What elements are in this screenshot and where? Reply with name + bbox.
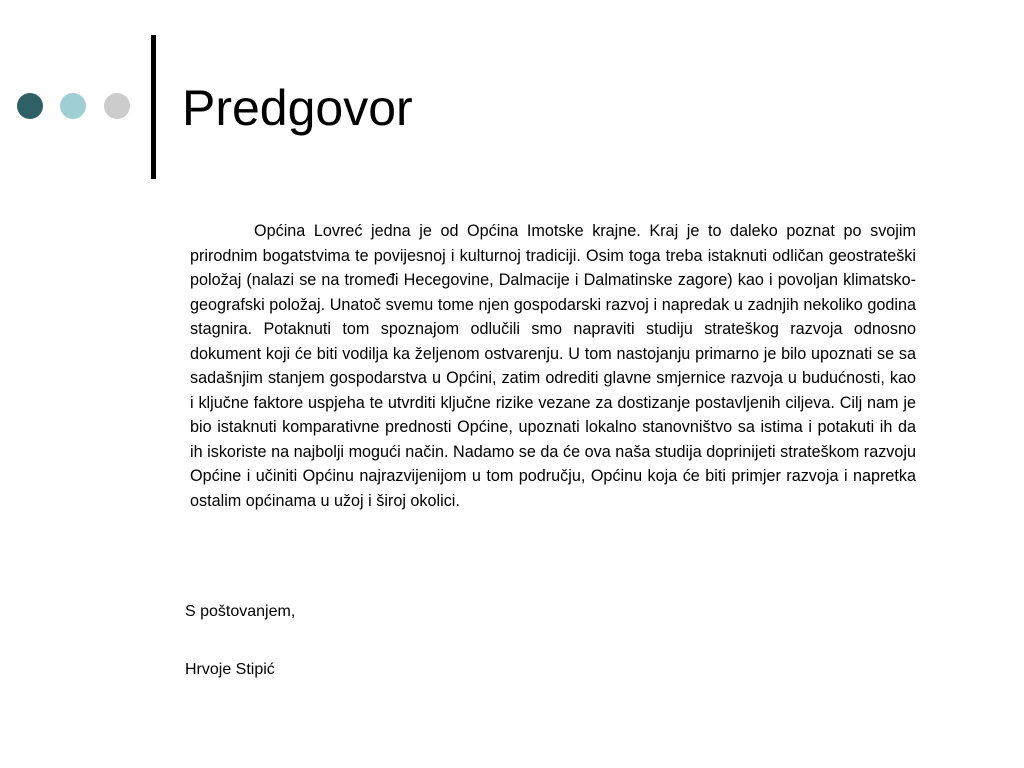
decorative-dot-gray — [104, 93, 130, 119]
title-divider — [151, 35, 156, 179]
decorative-dot-dark — [17, 93, 43, 119]
decorative-dot-light — [60, 93, 86, 119]
closing-salutation: S poštovanjem, — [185, 603, 296, 620]
slide-title: Predgovor — [182, 80, 413, 136]
author-signature: Hrvoje Stipić — [185, 661, 275, 678]
preface-paragraph: Općina Lovreć jedna je od Općina Imotske krajne. Kraj je to daleko poznat po svojim prirodnim bogatstvima te povijesnoj i kulturnoj tradiciji. Osim toga treba istaknuti odličan geostrateški položaj (nalazi se na tromeđi Hecegovine, Dalmacije i Dalmatinske zagore) kao i povoljan klimatsko-geografski položaj. Unatoč svemu tome njen gospodarski razvoj i napredak u zadnjih nekoliko godina stagnira. Potaknuti tom spoznajom odlučili smo napraviti studiju strateškog razvoja odnosno dokument koji će biti vodilja ka željenom ostvarenju. U tom nastojanju primarno je bilo upoznati se sa sadašnjim stanjem gospodarstva u Općini, zatim odrediti glavne smjernice razvoja u budućnosti, kao i ključne faktore uspjeha te utvrditi ključne rizike vezane za dostizanje postavljenih ciljeva. Cilj nam je bio istaknuti komparativne prednosti Općine, upoznati lokalno stanovništvo sa istima i potakuti ih da ih iskoriste na najbolji mogući način. Nadamo se da će ova naša studija doprinijeti strateškom razvoju Općine i učiniti Općinu najrazvijenijom u tom području, Općinu koja će biti primjer razvoja i napretka ostalim općinama u užoj i široj okolici. — [190, 222, 916, 510]
